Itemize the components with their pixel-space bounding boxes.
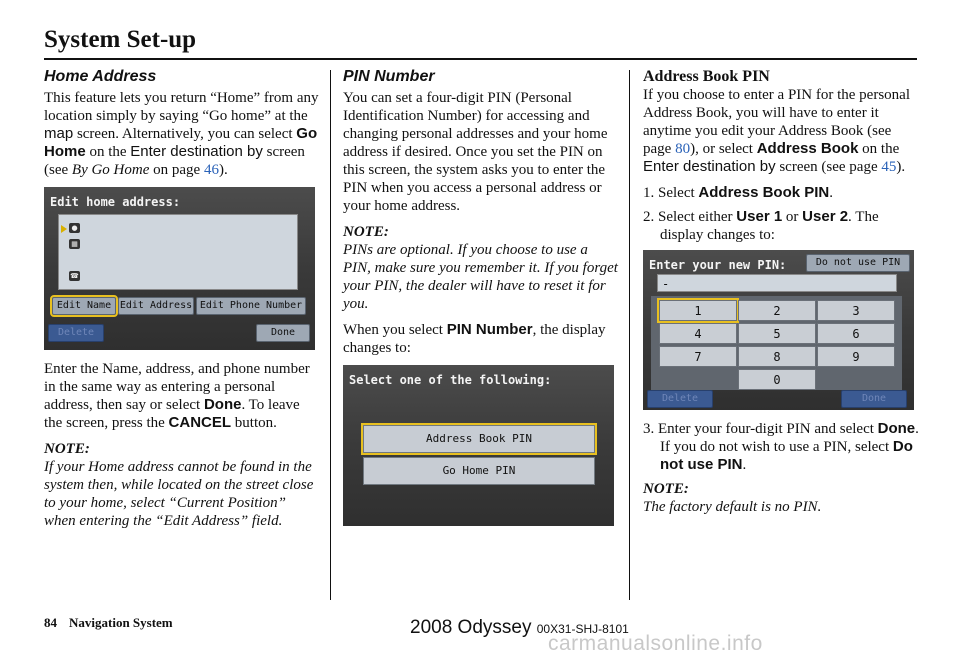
address-panel xyxy=(58,214,298,290)
do-not-use-pin-button[interactable]: Do not use PIN xyxy=(806,254,910,272)
screen-title: Select one of the following: xyxy=(349,373,552,387)
key-1[interactable]: 1 xyxy=(659,300,737,321)
delete-button[interactable]: Delete xyxy=(48,324,104,342)
note-heading: NOTE: xyxy=(643,481,689,497)
delete-button[interactable]: Delete xyxy=(647,390,713,408)
note-text: PINs are optional. If you choose to use a PIN, make sure you remember it. If you forget your PIN, the dealer will have to reset it for you. xyxy=(343,242,618,312)
pin-number-heading: PIN Number xyxy=(343,68,435,85)
edit-address-button[interactable]: Edit Address xyxy=(118,297,194,315)
step-1: 1. Select Address Book PIN. xyxy=(643,184,834,201)
screen-title: Edit home address: xyxy=(50,195,181,209)
address-book-pin-button[interactable]: Address Book PIN xyxy=(363,425,595,453)
address-book-pin-heading: Address Book PIN xyxy=(643,68,770,85)
section-name: Navigation System xyxy=(69,615,173,630)
phone-icon: ☎ xyxy=(70,272,79,280)
note-heading: NOTE: xyxy=(44,441,90,457)
building-icon: ▦ xyxy=(69,239,80,249)
pin-number-column xyxy=(343,66,618,536)
document-code: 00X31-SHJ-8101 xyxy=(536,622,629,636)
page-link-46[interactable]: 46 xyxy=(203,162,219,178)
key-5[interactable]: 5 xyxy=(738,323,816,344)
pointer-icon xyxy=(61,225,67,233)
title-divider xyxy=(44,58,917,60)
key-9[interactable]: 9 xyxy=(817,346,895,367)
home-address-column xyxy=(44,66,321,530)
page-title: System Set-up xyxy=(44,26,197,53)
model-label: 2008 Odyssey 00X31-SHJ-8101 xyxy=(410,617,629,638)
page-link-80[interactable]: 80 xyxy=(675,141,691,157)
page-number: 84 xyxy=(44,615,57,630)
watermark: carmanualsonline.info xyxy=(548,632,763,655)
edit-phone-number-button[interactable]: Edit Phone Number xyxy=(196,297,306,315)
screen-title: Enter your new PIN: xyxy=(649,258,787,272)
key-3[interactable]: 3 xyxy=(817,300,895,321)
edit-name-button[interactable]: Edit Name xyxy=(52,297,116,315)
note-text: If your Home address cannot be found in the system then, while located on the street close to your home, select “Current Position” when entering the “Edit Address” field. xyxy=(44,459,314,529)
home-address-instructions: Enter the Name, address, and phone number in the same way as entering a personal address, then say or select Done. To leave the screen, press the CANCEL button. xyxy=(44,361,310,431)
done-button[interactable]: Done xyxy=(841,390,907,408)
home-address-intro: This feature lets you return “Home” from any location simply by saying “Go home” at the map screen. Alternatively, you can select Go Home on the Enter destination by screen (see By Go Home on page 46). xyxy=(44,90,319,178)
home-address-heading: Home Address xyxy=(44,68,157,85)
step-3: 3. Enter your four-digit PIN and select Done. If you do not wish to use a PIN, select Do not use PIN. xyxy=(643,420,919,473)
edit-home-address-screen xyxy=(44,187,315,350)
page-footer xyxy=(44,615,173,631)
done-button[interactable]: Done xyxy=(256,324,310,342)
enter-new-pin-screen xyxy=(643,250,914,410)
page-link-45[interactable]: 45 xyxy=(881,159,897,175)
key-6[interactable]: 6 xyxy=(817,323,895,344)
key-2[interactable]: 2 xyxy=(738,300,816,321)
pin-entry-field[interactable]: - xyxy=(657,274,897,292)
address-book-pin-intro: If you choose to enter a PIN for the personal Address Book, you will have to enter it anytime you edit your Address Book (see page 80), or select Address Book on the Enter destination by screen (see page 45). xyxy=(643,87,910,175)
key-0[interactable]: 0 xyxy=(738,369,816,390)
go-home-pin-button[interactable]: Go Home PIN xyxy=(363,457,595,485)
column-divider-2 xyxy=(629,70,630,600)
select-pin-screen xyxy=(343,365,614,526)
note-text: The factory default is no PIN. xyxy=(643,499,822,515)
name-icon: ● xyxy=(69,223,80,233)
key-4[interactable]: 4 xyxy=(659,323,737,344)
key-8[interactable]: 8 xyxy=(738,346,816,367)
key-7[interactable]: 7 xyxy=(659,346,737,367)
column-divider-1 xyxy=(330,70,331,600)
step-2: 2. Select either User 1 or User 2. The display changes to: xyxy=(643,208,879,243)
address-book-pin-column xyxy=(643,66,919,516)
pin-number-intro: You can set a four-digit PIN (Personal Identification Number) for accessing and changing personal addresses and your home address if desired. Once you set the PIN on this screen, the system asks you to enter the PIN when you access a personal address or your home address. xyxy=(343,90,608,214)
note-heading: NOTE: xyxy=(343,224,389,240)
pin-number-instructions: When you select PIN Number, the display changes to: xyxy=(343,321,606,356)
